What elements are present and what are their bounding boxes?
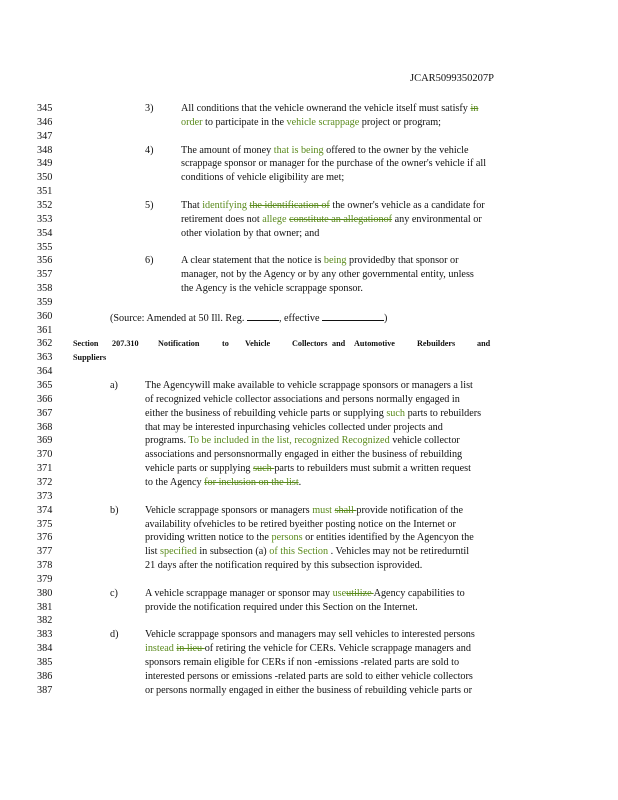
inserted-text: use [332,587,347,599]
line-number: 370 [37,449,53,461]
plain-text: availability ofvehicles to be retired byeither posting notice on the Internet or [145,518,456,530]
line-number: 384 [37,643,53,655]
deleted-text: such [253,463,275,475]
inserted-text: instead [145,643,174,655]
item-label: d) [110,629,119,641]
plain-text: to the Agency [145,476,205,488]
plain-text: scrappage sponsor or manager for the purchase of the owner's vehicle if all [181,158,487,170]
line-text [181,227,319,241]
line-number: 369 [37,435,53,447]
line-text [181,199,485,213]
text-line [0,268,618,282]
blank-field [247,310,279,321]
line-text [145,545,469,559]
plain-text: manager, not by the Agency or by any other governmental entity, unless [181,269,474,281]
line-number: 387 [37,684,53,696]
section-heading-word: Vehicle [245,339,271,349]
plain-text: , effective [278,312,323,324]
plain-text: parts to rebuilders must submit a written request [274,463,471,475]
line-number: 354 [37,227,53,239]
line-text [145,559,422,573]
deleted-text: shall [334,504,357,516]
plain-text: The Agencywill make available to vehicle scrappage sponsors or managers a list [145,380,473,391]
plain-text: the owner's vehicle as a candidate for [329,199,485,211]
line-text [145,448,462,462]
text-line [0,504,618,518]
plain-text: programs. [145,435,189,447]
line-number: 373 [37,490,53,502]
text-line [0,144,618,158]
line-number: 368 [37,421,53,433]
item-label: 3) [145,103,154,114]
line-number: 345 [37,103,53,114]
line-number: 385 [37,657,53,668]
section-heading-word: Suppliers [73,353,107,363]
text-line [0,587,618,601]
text-line [0,116,618,130]
section-heading-word: and [477,339,491,349]
line-number: 383 [37,629,53,641]
deleted-text: for inclusion on the list [204,476,299,488]
line-text [181,171,344,185]
text-line [0,407,618,421]
line-text [145,434,460,448]
text-line [0,421,618,435]
line-text [145,407,481,421]
plain-text: Agency capabilities to [373,587,465,599]
item-label: b) [110,504,119,516]
text-line [0,642,618,656]
plain-text: providing written notice to the [145,532,272,544]
inserted-text: of this Section [269,546,329,558]
plain-text: provide the notification required under this Section on the Internet. [145,601,418,613]
text-line [0,434,618,448]
line-number: 347 [37,130,53,142]
inserted-text: such [386,407,406,419]
text-line [0,351,618,365]
line-number: 379 [37,573,53,585]
text-line [0,130,618,144]
deleted-text: utilize [346,587,374,599]
text-line [0,531,618,545]
line-number: 365 [37,380,53,391]
line-number: 386 [37,670,53,682]
item-label: a) [110,380,118,391]
plain-text: vehicle collector [389,435,460,447]
line-number: 378 [37,560,53,572]
line-text [145,587,465,601]
line-number: 362 [37,338,53,350]
line-number: 360 [37,310,53,322]
line-text [181,116,441,130]
line-number: 376 [37,532,53,544]
plain-text: ) [384,312,388,324]
line-text [145,393,460,407]
text-line [0,462,618,476]
inserted-text: allege [262,213,287,225]
line-number: 371 [37,463,53,475]
line-number: 349 [37,158,53,170]
text-line [0,448,618,462]
plain-text: in subsection (a) [196,546,270,558]
plain-text: list [145,546,161,558]
line-text [181,254,459,268]
text-line [0,157,618,171]
plain-text: A clear statement that the notice is [181,255,324,267]
line-number: 351 [37,186,53,198]
line-text [181,102,478,116]
line-number: 382 [37,615,53,627]
line-number: 375 [37,518,53,530]
text-line [0,559,618,573]
line-text [181,282,363,296]
item-label: 6) [145,255,154,267]
section-heading-word: Notification [158,339,200,349]
line-text [145,518,456,532]
plain-text: conditions of vehicle eligibility are met; [181,172,345,184]
line-text [145,531,474,545]
text-line [0,199,618,213]
text-line [0,185,618,199]
line-number: 357 [37,269,53,281]
item-label: c) [110,587,118,599]
plain-text: provide notification of the [356,504,464,516]
plain-text: or entities identified by the Agencyon the [302,532,474,544]
text-line [0,324,618,338]
plain-text: . Vehicles may not be retiredurntil [328,546,470,558]
text-line [0,628,618,642]
plain-text: of recognized vehicle collector associations and persons normally engaged in [145,393,460,405]
line-text [145,642,471,656]
deleted-text: the identification of [249,199,330,211]
document-id-header: JCAR5099350207P [410,73,495,84]
line-number: 366 [37,393,53,405]
line-text [145,421,443,435]
deleted-text: in lieu [176,643,205,655]
text-line [0,684,618,698]
inserted-text: specified [160,546,197,558]
plain-text: vehicle parts or supplying [145,463,254,475]
plain-text: sponsors remain eligible for CERs if non -emissions -related parts are sold to [145,657,460,668]
plain-text: any environmental or [392,213,482,225]
text-line [0,296,618,310]
section-heading-word: and [332,339,346,349]
line-number: 359 [37,296,53,308]
line-number: 374 [37,504,53,516]
plain-text: 21 days after the notification required by this subsection isprovided. [145,560,423,572]
text-line [0,365,618,379]
text-line [0,656,618,670]
inserted-text: that is being [273,144,324,156]
plain-text: providedby that sponsor or [346,255,459,267]
inserted-text: being [323,255,347,267]
plain-text: . [298,476,302,488]
text-line [0,102,618,116]
section-heading-word: Automotive [354,339,395,349]
line-text [145,504,463,518]
plain-text: or persons normally engaged in either the business of rebuilding vehicle parts or [145,684,473,696]
line-number: 358 [37,283,53,295]
plain-text: parts to rebuilders [405,407,482,419]
item-label: 5) [145,199,154,211]
text-line [0,545,618,559]
line-number: 346 [37,116,53,128]
text-line [0,227,618,241]
plain-text: to participate in the [202,116,287,128]
line-number: 380 [37,587,53,599]
plain-text: Vehicle scrappage sponsors and managers may sell vehicles to interested persons [145,629,475,641]
line-text [145,379,473,393]
line-text [181,213,482,227]
text-line [0,282,618,296]
line-number: 348 [37,144,53,156]
text-line [0,393,618,407]
text-line [0,379,618,393]
text-line [0,490,618,504]
line-text [181,157,486,171]
text-line [0,601,618,615]
line-text [181,268,474,282]
plain-text: other violation by that owner; and [181,227,320,239]
section-heading-word: to [222,339,229,349]
inserted-text: vehicle scrappage [286,116,360,128]
line-number: 353 [37,213,53,225]
deleted-text: constitute an allegationof [289,213,393,225]
plain-text: project or program; [359,116,441,128]
blank-field [322,310,384,321]
plain-text: interested persons or emissions -related parts are sold to either vehicle collectors [145,670,473,682]
section-heading-word: Section [73,339,99,349]
plain-text: of retiring the vehicle for CERs. Vehicle scrappage managers and [204,643,471,655]
text-line [0,476,618,490]
plain-text: Vehicle scrappage sponsors or managers [145,504,313,516]
plain-text: offered to the owner by the vehicle [323,144,469,156]
line-number: 381 [37,601,53,613]
line-number: 361 [37,324,53,336]
text-line [0,573,618,587]
plain-text: that may be interested inpurchasing vehicles collected under projects and [145,421,443,433]
text-line [0,518,618,532]
line-text [145,476,301,490]
text-line [0,670,618,684]
line-text [181,144,469,158]
text-line [0,213,618,227]
line-number: 355 [37,241,53,253]
section-heading-word: 207.310 [112,339,139,349]
inserted-text: must [312,504,333,516]
line-number: 377 [37,546,53,558]
text-line [0,310,618,324]
section-heading-word: Rebuilders [417,339,456,349]
inserted-text: identifying [202,199,247,211]
inserted-text: To be included in the list, recognized Recognized [188,435,390,447]
text-line [0,241,618,255]
plain-text: the Agency is the vehicle scrappage sponsor. [181,283,363,295]
plain-text: All conditions that the vehicle ownerand the vehicle itself must satisfy [181,103,471,114]
line-text [145,684,472,698]
line-text [145,462,471,476]
line-number: 364 [37,366,53,378]
inserted-text: order [181,116,203,128]
deleted-text: in [470,103,479,114]
plain-text: either the business of rebuilding vehicle parts or supplying [145,407,387,419]
text-line [0,171,618,185]
line-number: 367 [37,407,53,419]
line-number: 363 [37,352,53,364]
plain-text: A vehicle scrappage manager or sponsor may [145,587,333,599]
line-text [145,670,473,684]
section-heading-word: Collectors [292,339,328,349]
line-text [145,656,459,670]
line-text [145,628,475,642]
line-number: 350 [37,172,53,184]
plain-text: retirement does not [181,213,263,225]
text-line [0,337,618,351]
inserted-text: persons [271,532,303,544]
line-number: 356 [37,255,53,267]
line-number: 372 [37,476,53,488]
plain-text: associations and personsnormally engaged in either the business of rebuilding [145,449,463,461]
line-text [145,601,418,615]
text-line [0,614,618,628]
plain-text: That [181,199,203,211]
plain-text: The amount of money [181,144,274,156]
line-number: 352 [37,199,53,211]
text-line [0,254,618,268]
plain-text: (Source: Amended at 50 Ill. Reg. [110,312,247,324]
item-label: 4) [145,144,154,156]
